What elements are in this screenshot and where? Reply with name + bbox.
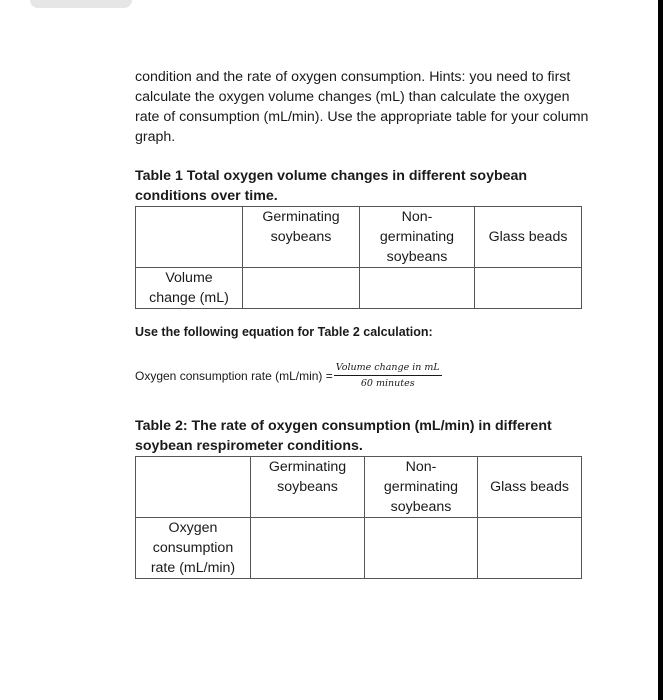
table2-corner-cell <box>136 457 251 518</box>
table2-header-non-germinating: Non-germinating soybeans <box>365 457 478 518</box>
table2-cell-germinating[interactable] <box>251 518 365 579</box>
table2-header-germinating: Germinating soybeans <box>251 457 365 518</box>
equation-numerator: Volume change in mL <box>334 362 442 376</box>
table2-row-label: Oxygen consumption rate (mL/min) <box>136 518 251 579</box>
table1-cell-glass[interactable] <box>475 268 582 309</box>
equation <box>135 362 442 389</box>
top-tab <box>30 0 132 8</box>
table1-cell-germinating[interactable] <box>243 268 360 309</box>
table2-cell-glass[interactable] <box>478 518 582 579</box>
equation-label: Oxygen consumption rate (mL/min) = <box>135 368 333 383</box>
equation-fraction <box>334 362 442 389</box>
table2 <box>135 456 582 579</box>
table1-caption: Table 1 Total oxygen volume changes in different soybean conditions over time. <box>135 168 528 204</box>
table1-row-label: Volume change (mL) <box>136 268 243 309</box>
table1 <box>135 206 582 309</box>
table2-header-glass: Glass beads <box>478 457 582 518</box>
table2-cell-non-germinating[interactable] <box>365 518 478 579</box>
table1-cell-non-germinating[interactable] <box>360 268 475 309</box>
table2-caption: Table 2: The rate of oxygen consumption (mL/min) in different soybean respirometer conditions. <box>135 418 552 454</box>
table1-corner-cell <box>136 207 243 268</box>
equation-heading: Use the following equation for Table 2 calculation: <box>135 325 433 339</box>
table1-header-glass: Glass beads <box>475 207 582 268</box>
table1-header-germinating: Germinating soybeans <box>243 207 360 268</box>
intro-paragraph: condition and the rate of oxygen consumption. Hints: you need to first calculate the oxygen volume changes (mL) than calculate the oxygen rate of consumption (mL/min). Use the appropriate table for your column graph. <box>135 69 589 145</box>
table1-header-non-germinating: Non-germinating soybeans <box>360 207 475 268</box>
equation-denominator: 60 minutes <box>360 378 415 389</box>
